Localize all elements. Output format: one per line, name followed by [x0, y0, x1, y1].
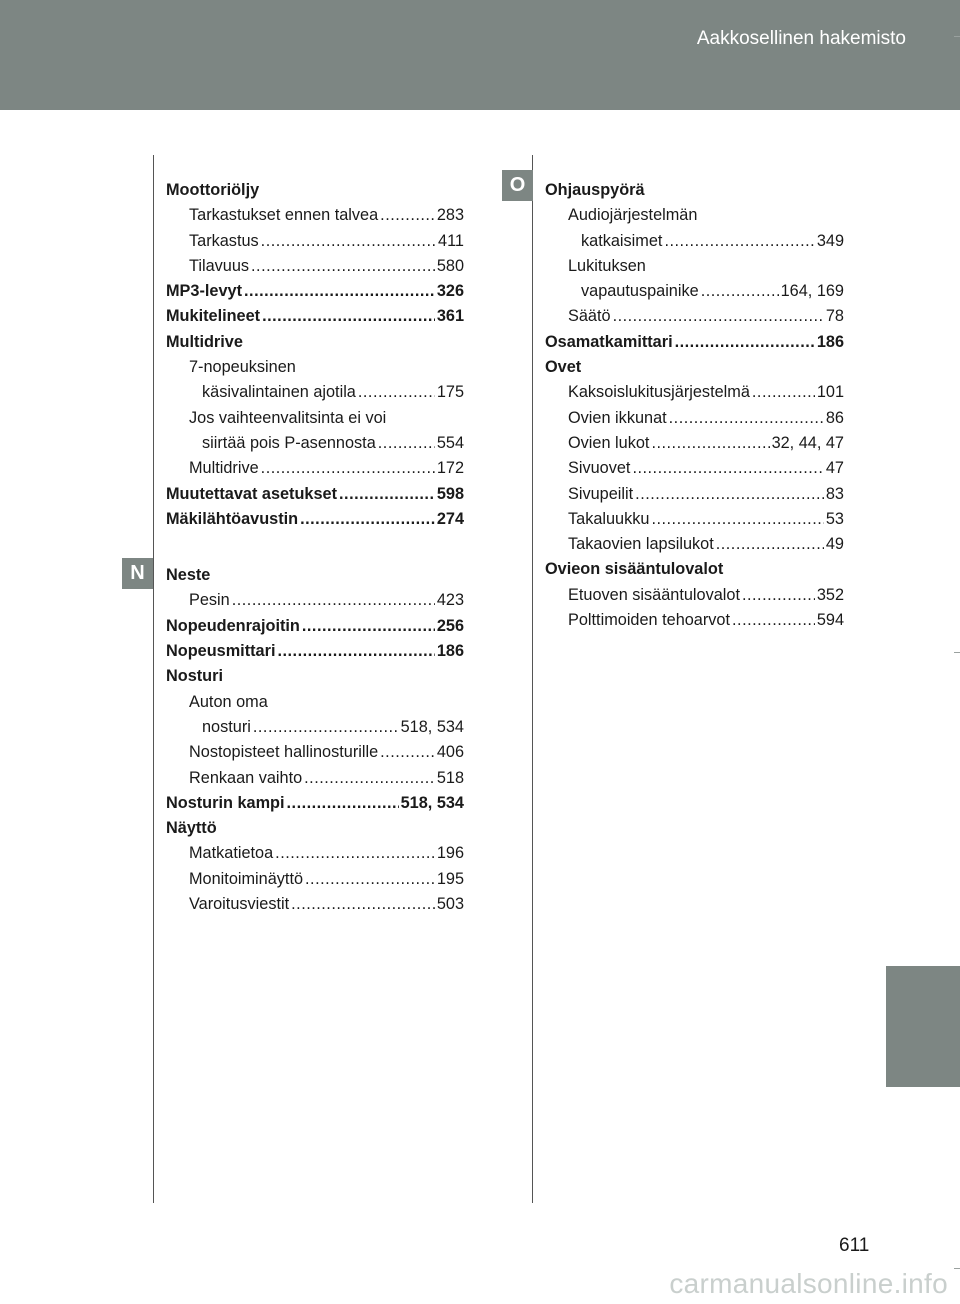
index-entry	[166, 304, 464, 329]
index-entry	[166, 892, 464, 917]
dot-leader	[675, 330, 815, 355]
dot-leader	[275, 841, 435, 866]
index-entry	[545, 608, 844, 633]
index-entry	[166, 229, 464, 254]
index-entry-term: Neste	[166, 566, 211, 585]
index-entry-page: 580	[436, 256, 464, 275]
dot-leader	[304, 766, 435, 791]
index-entry-page: 83	[825, 484, 844, 503]
index-entry	[166, 482, 464, 507]
index-entry	[545, 229, 844, 254]
index-entry	[545, 557, 844, 582]
index-entry	[166, 588, 464, 613]
index-entry	[166, 816, 464, 841]
dot-leader	[632, 456, 823, 481]
index-entry	[545, 583, 844, 608]
column-divider-middle	[532, 155, 533, 1203]
index-entry	[166, 355, 464, 380]
index-entry-page: 349	[816, 231, 844, 250]
index-entry	[545, 507, 844, 532]
dot-leader	[378, 431, 435, 456]
dot-leader	[380, 203, 435, 228]
dot-leader	[752, 380, 815, 405]
index-entry-page: 518, 534	[400, 717, 464, 736]
index-entry-term: Näyttö	[166, 819, 217, 838]
index-entry-page: 101	[816, 383, 844, 402]
index-entry-page: 361	[436, 307, 464, 326]
dot-leader	[358, 380, 435, 405]
index-entry-term: nosturi	[202, 717, 251, 736]
index-entry-term: Ovieon sisääntulovalot	[545, 560, 724, 579]
index-entry-term: Mäkilähtöavustin	[166, 509, 299, 528]
index-entry-page: 196	[436, 844, 464, 863]
dot-leader	[261, 456, 435, 481]
index-entry	[166, 664, 464, 689]
dot-leader	[701, 279, 779, 304]
index-entry-term: vapautuspainike	[581, 282, 699, 301]
index-entry-page: 47	[825, 459, 844, 478]
index-entry	[166, 456, 464, 481]
dot-leader	[253, 715, 399, 740]
dot-leader	[613, 304, 824, 329]
index-entry-page: 195	[436, 869, 464, 888]
index-entry-page: 78	[825, 307, 844, 326]
dot-leader	[244, 279, 435, 304]
crop-mark	[954, 36, 960, 37]
index-entry-page: 518	[436, 768, 464, 787]
index-entry	[545, 482, 844, 507]
dot-leader	[732, 608, 815, 633]
section-letter-n: N	[122, 558, 153, 589]
index-entry-term: Ovet	[545, 358, 582, 377]
index-entry-term: Ovien ikkunat	[568, 408, 667, 427]
dot-leader	[651, 431, 769, 456]
index-entry-term: Polttimoiden tehoarvot	[568, 611, 731, 630]
column-divider-left	[153, 155, 154, 1203]
index-entry-term: Lukituksen	[568, 256, 646, 275]
index-entry	[166, 330, 464, 355]
index-entry-term: Nostopisteet hallinosturille	[189, 743, 379, 762]
dot-leader	[277, 639, 434, 664]
index-entry-page: 164, 169	[780, 282, 844, 301]
index-entry-term: Takaovien lapsilukot	[568, 535, 714, 554]
index-entry-page: 175	[436, 383, 464, 402]
index-entry-term: Takaluukku	[568, 509, 650, 528]
index-entry	[545, 456, 844, 481]
index-entry	[545, 406, 844, 431]
index-entry	[545, 431, 844, 456]
dot-leader	[651, 507, 823, 532]
index-entry-page: 186	[816, 332, 844, 351]
section-tab	[886, 966, 960, 1087]
index-entry	[545, 532, 844, 557]
index-entry-term: Nopeudenrajoitin	[166, 616, 300, 635]
index-entry-page: 406	[436, 743, 464, 762]
index-entry-page: 283	[436, 206, 464, 225]
index-entry	[166, 380, 464, 405]
index-entry-term: Matkatietoa	[189, 844, 274, 863]
dot-leader	[305, 867, 435, 892]
index-entry	[166, 715, 464, 740]
crop-mark	[954, 652, 960, 653]
index-entry-page: 554	[436, 433, 464, 452]
index-entry-term: Nosturi	[166, 667, 223, 686]
index-entry	[166, 254, 464, 279]
section-gap	[166, 532, 464, 563]
index-entry	[166, 563, 464, 588]
index-entry-page: 53	[825, 509, 844, 528]
index-entry-page: 172	[436, 459, 464, 478]
header-bar	[0, 0, 960, 110]
index-entry-page: 423	[436, 591, 464, 610]
dot-leader	[716, 532, 824, 557]
section-letter-o: O	[502, 170, 533, 201]
index-entry-page: 411	[438, 231, 464, 250]
index-entry-term: Etuoven sisääntulovalot	[568, 585, 740, 604]
index-entry-term: Nosturin kampi	[166, 793, 285, 812]
crop-mark	[954, 1268, 960, 1269]
index-entry-page: 274	[436, 509, 464, 528]
dot-leader	[251, 254, 435, 279]
index-entry	[166, 841, 464, 866]
index-entry	[166, 639, 464, 664]
index-entry-page: 32, 44, 47	[771, 433, 844, 452]
index-entry-term: Jos vaihteenvalitsinta ei voi	[189, 408, 387, 427]
index-entry-term: Muutettavat asetukset	[166, 484, 338, 503]
index-entry-term: Ohjauspyörä	[545, 181, 645, 199]
index-entry-term: Sivupeilit	[568, 484, 634, 503]
header-title: Aakkosellinen hakemisto	[696, 28, 906, 49]
dot-leader	[339, 482, 435, 507]
index-entry	[166, 431, 464, 456]
index-entry-term: Multidrive	[166, 332, 243, 351]
index-entry	[166, 690, 464, 715]
index-entry	[166, 740, 464, 765]
dot-leader	[380, 740, 435, 765]
index-entry-term: Varoitusviestit	[189, 895, 290, 914]
index-entry	[545, 355, 844, 380]
index-entry	[166, 614, 464, 639]
index-entry-term: Multidrive	[189, 459, 259, 478]
index-entry-term: Audiojärjestelmän	[568, 206, 698, 225]
index-entry	[166, 203, 464, 228]
index-column-left	[166, 178, 464, 917]
index-entry	[545, 279, 844, 304]
index-entry-page: 326	[436, 282, 464, 301]
index-entry-term: Sivuovet	[568, 459, 631, 478]
index-entry-page: 186	[436, 642, 464, 661]
dot-leader	[291, 892, 435, 917]
index-entry	[545, 304, 844, 329]
index-entry-page: 594	[816, 611, 844, 630]
index-entry-term: MP3-levyt	[166, 282, 243, 301]
index-entry-term: Tarkastus	[189, 231, 259, 250]
index-entry-page: 86	[825, 408, 844, 427]
index-column-right	[545, 178, 844, 633]
index-entry-term: 7-nopeuksinen	[189, 358, 296, 377]
index-entry-term: Säätö	[568, 307, 611, 326]
dot-leader	[300, 507, 435, 532]
index-entry-term: Pesin	[189, 591, 230, 610]
index-entry-term: katkaisimet	[581, 231, 663, 250]
index-entry	[166, 178, 464, 203]
index-entry	[545, 330, 844, 355]
index-entry-term: Moottoriöljy	[166, 181, 260, 199]
dot-leader	[669, 406, 824, 431]
dot-leader	[262, 304, 435, 329]
index-entry	[166, 507, 464, 532]
index-entry	[166, 279, 464, 304]
index-entry-page: 49	[825, 535, 844, 554]
dot-leader	[742, 583, 815, 608]
index-entry	[545, 254, 844, 279]
index-entry-term: käsivalintainen ajotila	[202, 383, 356, 402]
dot-leader	[664, 229, 814, 254]
index-entry-term: Tilavuus	[189, 256, 250, 275]
dot-leader	[232, 588, 435, 613]
index-entry	[545, 203, 844, 228]
index-entry-term: Nopeusmittari	[166, 642, 276, 661]
index-entry-page: 256	[436, 616, 464, 635]
index-entry	[166, 766, 464, 791]
index-entry	[545, 380, 844, 405]
watermark: carmanualsonline.info	[669, 1268, 948, 1299]
page-number: 611	[839, 1235, 870, 1256]
index-entry-term: Kaksoislukitusjärjestelmä	[568, 383, 750, 402]
index-entry	[166, 791, 464, 816]
dot-leader	[302, 614, 435, 639]
index-entry-page: 352	[816, 585, 844, 604]
index-entry-term: Auton oma	[189, 692, 268, 711]
index-entry-page: 518, 534	[400, 793, 464, 812]
dot-leader	[287, 791, 399, 816]
index-entry-term: Mukitelineet	[166, 307, 261, 326]
index-entry	[166, 406, 464, 431]
index-entry-term: Osamatkamittari	[545, 332, 673, 351]
index-entry-term: Tarkastukset ennen talvea	[189, 206, 379, 225]
dot-leader	[261, 229, 436, 254]
index-entry-term: siirtää pois P-asennosta	[202, 433, 376, 452]
index-entry-term: Ovien lukot	[568, 433, 650, 452]
index-entry-page: 503	[436, 895, 464, 914]
index-entry-page: 598	[436, 484, 464, 503]
index-entry	[166, 867, 464, 892]
index-entry-term: Renkaan vaihto	[189, 768, 303, 787]
index-entry	[545, 178, 844, 203]
index-entry-term: Monitoiminäyttö	[189, 869, 304, 888]
dot-leader	[635, 482, 824, 507]
